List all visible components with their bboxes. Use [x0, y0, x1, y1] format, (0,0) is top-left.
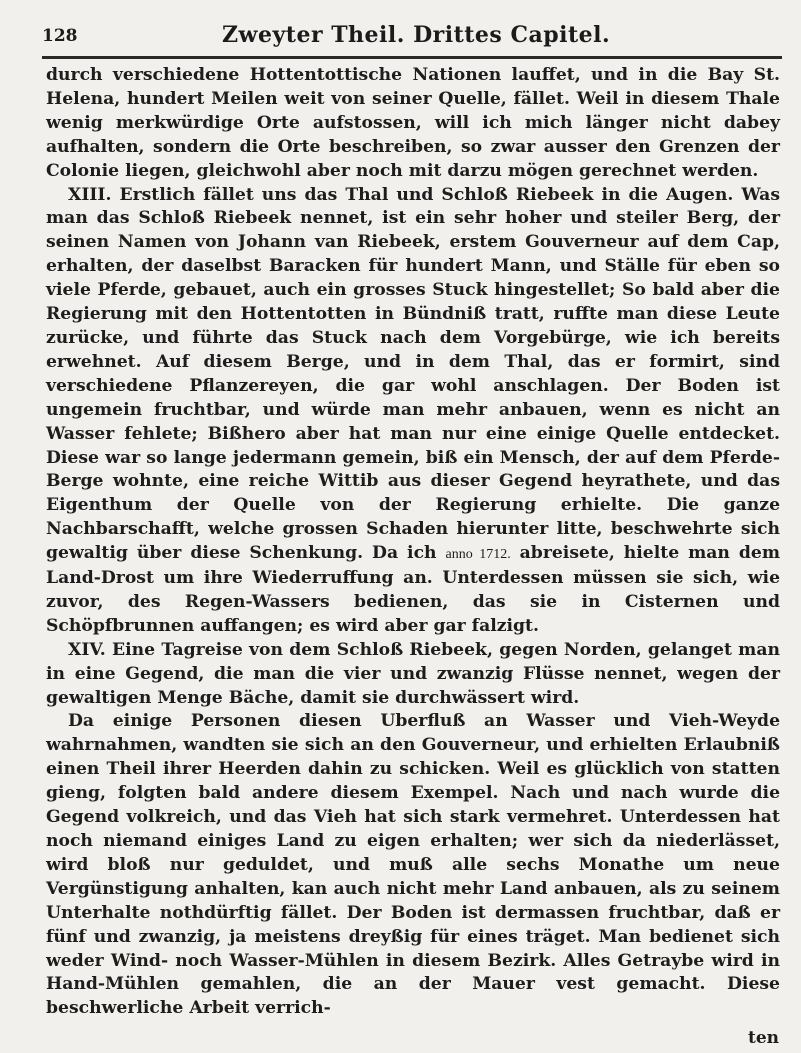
header-rule — [42, 56, 782, 59]
paragraph-continuation: durch verschiedene Hottentottische Nationen lauffet, und in die Bay St. Helena, hundert Meilen weit von seiner Quelle, fället. Weil in diesem Thale wenig merkwürdige Orte aufstossen, will ich mich länger nicht dabey aufhalten, sondern die Orte beschreiben, so zwar ausser den Grenzen der Colonie liegen, gleichwohl aber noch mit darzu mögen gerechnet werden. — [46, 65, 780, 181]
year-anno-1712: anno 1712. — [445, 547, 511, 563]
page-number: 128 — [42, 26, 78, 46]
running-title: Zweyter Theil. Drittes Capitel. — [222, 22, 611, 48]
paragraph-xiv: XIV. Eine Tagreise von dem Schloß Riebeek, gegen Norden, gelanget man in eine Gegend, die man die vier und zwanzig Flüsse nennet, wegen der gewaltigen Menge Bäche, damit sie durchwässert wird. — [46, 639, 780, 708]
paragraph-xiii — [46, 184, 780, 639]
paragraph-xiii-text: XIII. Erstlich fället uns das Thal und Schloß Riebeek in die Augen. Was man das Schloß Riebeek nennet, ist ein sehr hoher und steiler Berg, der seinen Namen von Johann van Riebeek, erstem Gouverneur auf dem Cap, erhalten, der daselbst Baracken für hundert Mann, und Ställe für eben so viele Pferde, gebauet, auch ein grosses Stuck hingestellet; So bald aber die Regierung mit den Hottentotten in Bündniß tratt, ruffte man diese Leute zurücke, und führte das Stuck nach dem Vorgebürge, wie ich bereits erwehnet. Auf diesem Berge, und in dem Thal, das er formirt, sind verschiedene Pflanzereyen, die gar wohl anschlagen. Der Boden ist ungemein fruchtbar, und würde man mehr anbauen, wenn es nicht an Wasser fehlete; Bißhero aber hat man nur eine einige Quelle entdecket. Diese war so lange jedermann gemein, biß ein Mensch, der auf dem Pferde-Berge wohnte, eine reiche Wittib aus dieser Gegend heyrathete, und das Eigenthum der Quelle von der Regierung erhielte. Die ganze Nachbarschafft, welche grossen Schaden hierunter litte, beschwehrte sich gewaltig über diese Schenkung. Da ich — [46, 184, 780, 564]
paragraph-xiii-tail: abreisete, hielte man dem Land-Drost um ihre Wiederruffung an. Unterdessen müssen sie sich, wie zuvor, des Regen-Wassers bedienen, das sie in Cisternen und Schöpfbrunnen auffangen; es wird aber gar falzigt. — [46, 543, 781, 636]
body-text — [46, 64, 780, 1044]
paragraph-xv: Da einige Personen diesen Uberfluß an Wasser und Vieh-Weyde wahrnahmen, wandten sie sich an den Gouverneur, und erhielten Erlaubniß einen Theil ihrer Heerden dahin zu schicken. Weil es glücklich von statten gieng, folgten bald andere diesem Exempel. Nach und nach wurde die Gegend volkreich, und das Vieh hat sich stark vermehret. Unterdessen hat noch niemand einiges Land zu eigen erhalten; wer sich da niederlässet, wird bloß nur geduldet, und muß alle sechs Monathe um neue Vergünstigung anhalten, kan auch nicht mehr Land anbauen, als zu seinem Unterhalte nothdürftig fället. Der Boden ist dermassen fruchtbar, daß er fünf und zwanzig, ja meistens dreyßig für eines träget. Man bedienet sich weder Wind- noch Wasser-Mühlen in diesem Bezirk. Alles Getraybe wird in Hand-Mühlen gemahlen, die an der Mauer vest gemacht. Diese beschwerliche Arbeit verrich- — [46, 711, 780, 1019]
page-header — [42, 20, 780, 52]
catchword: ten — [747, 1028, 779, 1048]
